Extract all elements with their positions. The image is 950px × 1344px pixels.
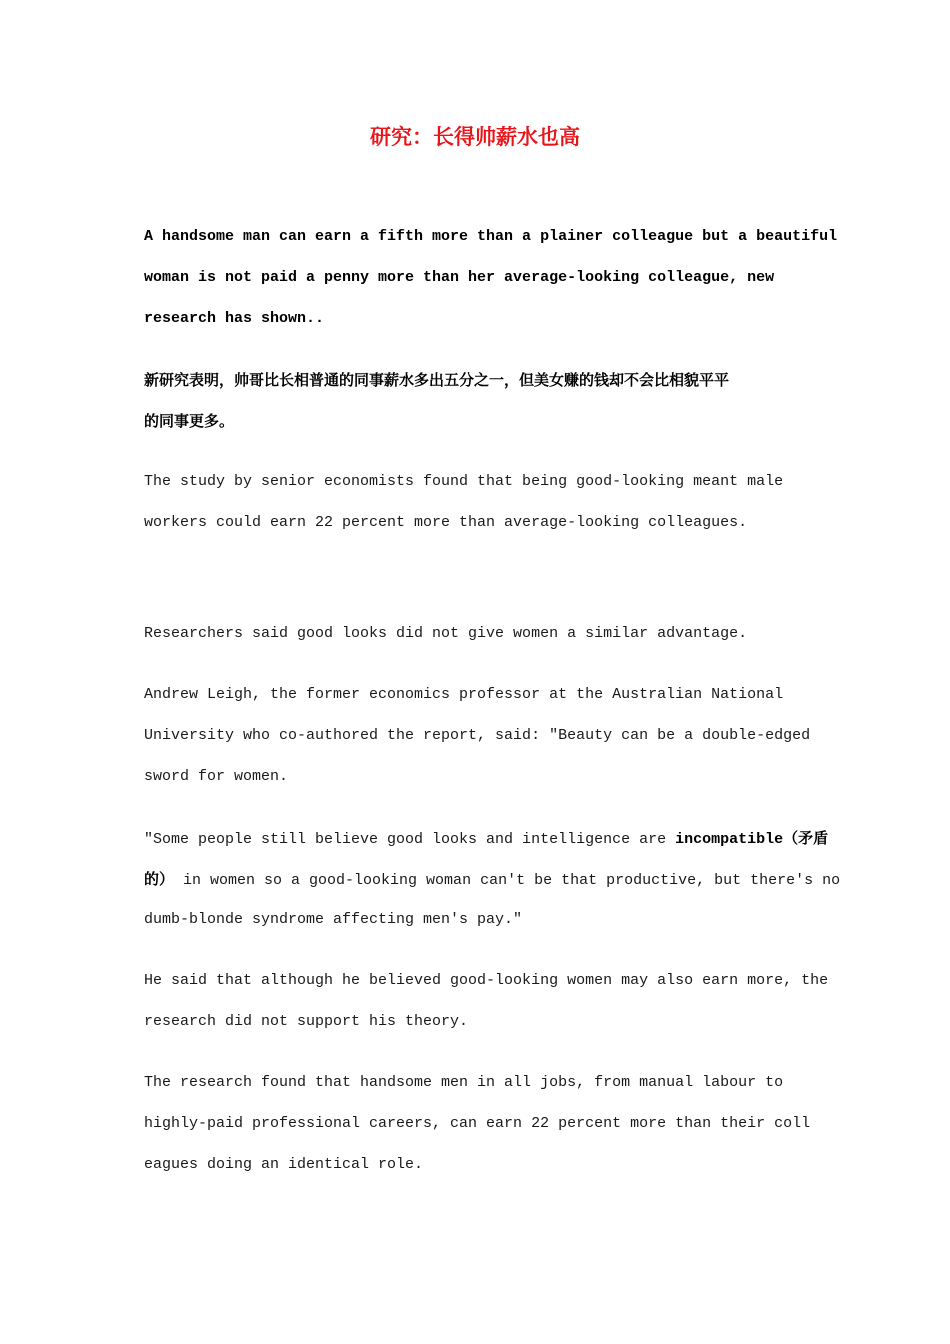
p7-line-2: research did not support his theory. [144,1013,469,1030]
p6-line-1-text: "Some people still believe good looks and intelligence are [144,831,676,848]
p6-cn-gloss-end: 的） [144,870,175,888]
p3-line-2: workers could earn 22 percent more than average-looking colleagues. [144,514,748,531]
p5-line-3: sword for women. [144,768,289,785]
p2-line-1: 新研究表明，帅哥比长相普通的同事薪水多出五分之一，但美女赚的钱却不会比相貌平平 [144,371,730,389]
p6-bold-word: incompatible [675,831,784,848]
p6-cn-gloss-start: （矛盾 [783,829,829,847]
p7-line-1: He said that although he believed good-looking women may also earn more, the [144,972,829,989]
p2-line-2: 的同事更多。 [144,412,235,430]
p4-line-1: Researchers said good looks did not give women a similar advantage. [144,625,748,642]
p8-line-1: The research found that handsome men in all jobs, from manual labour to [144,1074,784,1091]
p5-line-1: Andrew Leigh, the former economics professor at the Australian National [144,686,784,703]
p6-line-1 [144,828,828,850]
p6-line-2 [144,869,840,891]
p6-line-3: dumb-blonde syndrome affecting men's pay." [144,911,523,928]
p3-line-1: The study by senior economists found that being good-looking meant male [144,473,784,490]
p1-line-2: woman is not paid a penny more than her average-looking colleague, new [144,269,775,286]
p8-line-2: highly-paid professional careers, can earn 22 percent more than their coll [144,1115,811,1132]
p6-line-2-text: in women so a good-looking woman can't be that productive, but there's no [174,872,841,889]
p5-line-2: University who co-authored the report, said: "Beauty can be a double-edged [144,727,811,744]
p1-line-1: A handsome man can earn a fifth more than a plainer colleague but a beautiful [144,228,838,245]
page-title: 研究：长得帅薪水也高 [370,125,580,149]
p1-line-3: research has shown.. [144,310,325,327]
p8-line-3: eagues doing an identical role. [144,1156,424,1173]
